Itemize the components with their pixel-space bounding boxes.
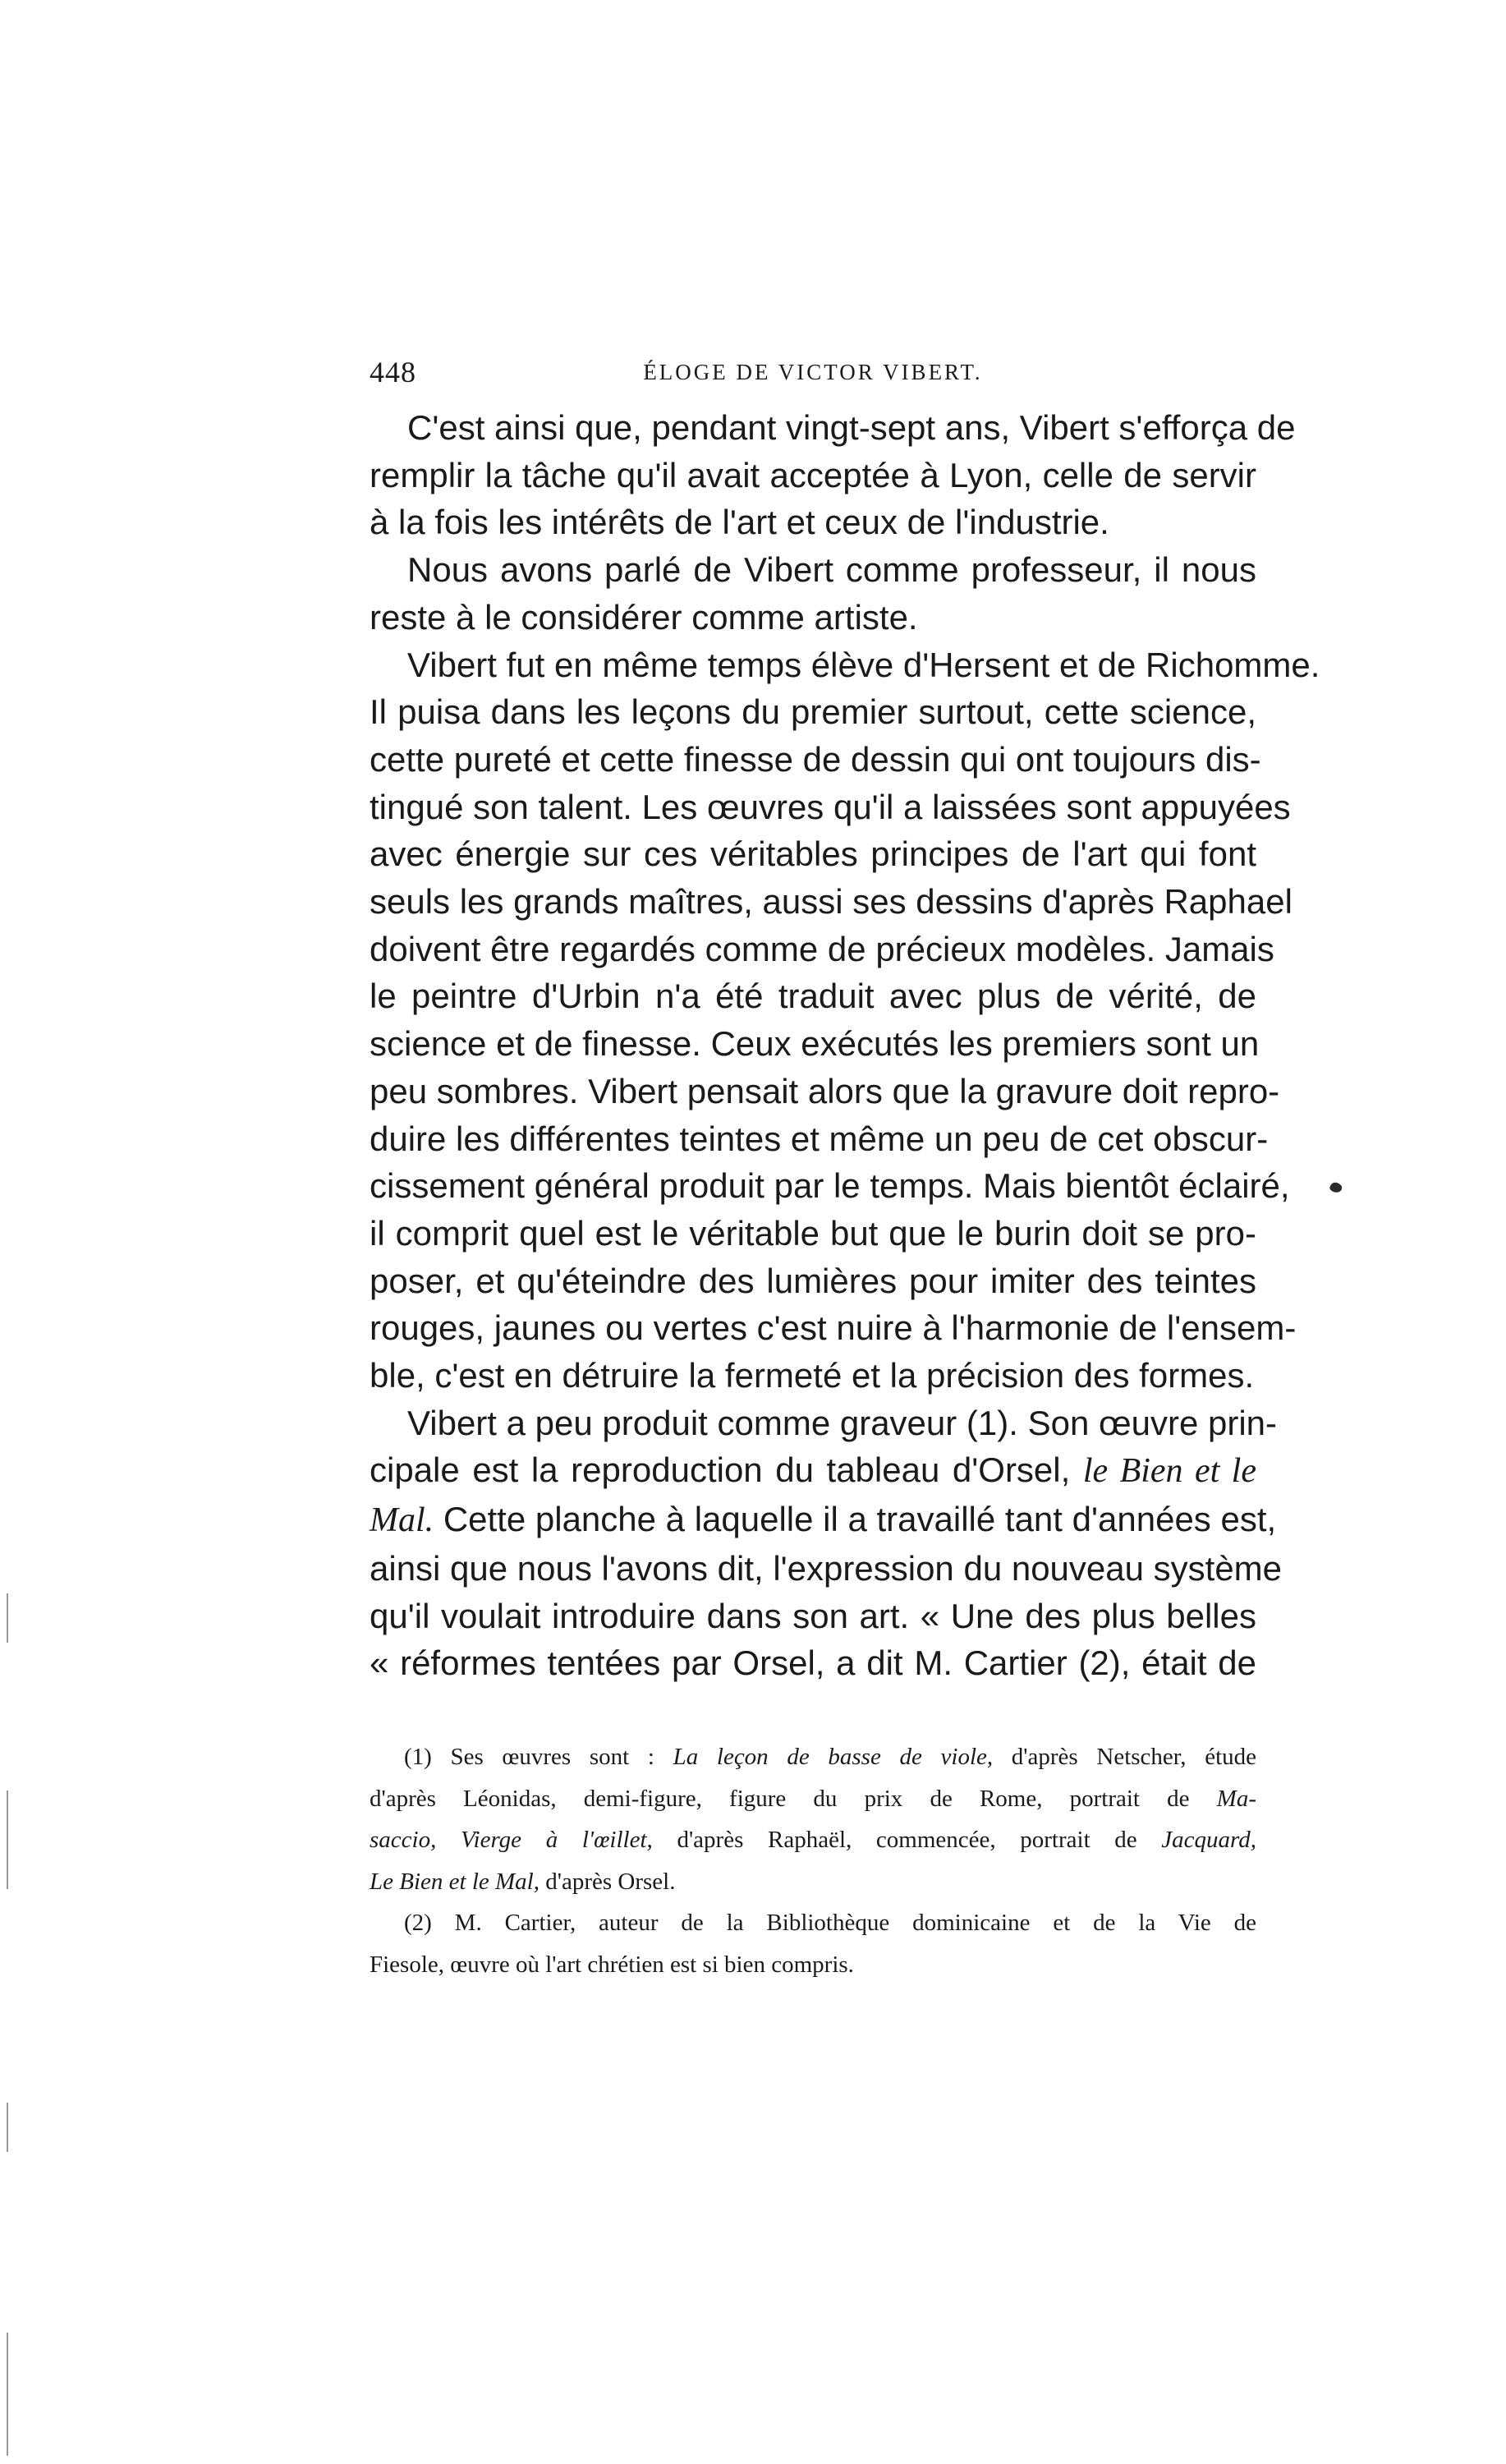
artwork-title: le Bien et le bbox=[1082, 1452, 1256, 1491]
text-line: Vibert fut en même temps élève d'Hersent et de Richomme. bbox=[407, 645, 1320, 684]
footnote-line bbox=[370, 1778, 1256, 1820]
footnote-line bbox=[370, 1819, 1256, 1861]
text-line: le peintre d'Urbin n'a été traduit avec plus de vérité, de bbox=[370, 977, 1256, 1016]
text-line: doivent être regardés comme de précieux modèles. Jamais bbox=[370, 929, 1274, 968]
text-line: ainsi que nous l'avons dit, l'expression du nouveau système bbox=[370, 1548, 1283, 1588]
artwork-title: Ma- bbox=[1216, 1785, 1256, 1812]
footnote-1 bbox=[370, 1736, 1256, 1778]
text-line: Il puisa dans les leçons du premier surtout, cette science, bbox=[370, 692, 1256, 732]
text-line: C'est ainsi que, pendant vingt-sept ans, Vibert s'efforça de bbox=[407, 408, 1296, 447]
text-line: seuls les grands maîtres, aussi ses dessins d'après Raphael bbox=[370, 882, 1292, 922]
scan-edge-mark bbox=[7, 2333, 8, 2456]
text-line: poser, et qu'éteindre des lumières pour imiter des teintes bbox=[370, 1261, 1256, 1300]
body-text bbox=[370, 404, 1320, 1687]
footnote-line: Fiesole, œuvre où l'art chrétien est si bien compris. bbox=[370, 1951, 854, 1978]
text-line: qu'il voulait introduire dans son art. « Une des plus belles bbox=[370, 1596, 1256, 1635]
text-line: science et de finesse. Ceux exécutés les premiers sont un bbox=[370, 1024, 1260, 1064]
text-line: avec énergie sur ces véritables principes de l'art qui font bbox=[370, 834, 1256, 874]
text-line: Nous avons parlé de Vibert comme professeur, il nous bbox=[407, 550, 1256, 590]
text-line bbox=[370, 1446, 1256, 1496]
text-run: d'après Netscher, étude bbox=[993, 1744, 1256, 1770]
text-line: à la fois les intérêts de l'art et ceux de l'industrie. bbox=[370, 503, 1109, 542]
text-run: d'après Raphaël, commencée, portrait de bbox=[652, 1827, 1162, 1853]
text-run: (1) Ses œuvres sont : bbox=[404, 1744, 673, 1770]
text-line: peu sombres. Vibert pensait alors que la gravure doit repro- bbox=[370, 1071, 1280, 1110]
text-run: d'après Léonidas, demi-figure, figure du prix de Rome, portrait de bbox=[370, 1785, 1217, 1812]
text-line: « réformes tentées par Orsel, a dit M. Cartier (2), était de bbox=[370, 1643, 1256, 1683]
text-line: Vibert a peu produit comme graveur (1). Son œuvre prin- bbox=[407, 1403, 1278, 1442]
text-run: Cette planche à laquelle il a travaillé tant d'années est, bbox=[434, 1500, 1277, 1539]
scan-edge-mark bbox=[7, 1791, 8, 1889]
footnote-line bbox=[370, 1861, 1256, 1903]
text-line bbox=[370, 1496, 1277, 1545]
text-line: remplir la tâche qu'il avait acceptée à Lyon, celle de servir bbox=[370, 455, 1256, 494]
text-line: il comprit quel est le véritable but que le burin doit se pro- bbox=[370, 1213, 1256, 1253]
page-header bbox=[370, 355, 1256, 396]
text-line: duire les différentes teintes et même un peu de cet obscur- bbox=[370, 1119, 1269, 1158]
page-number: 448 bbox=[370, 356, 416, 388]
text-line: cissement général produit par le temps. Mais bientôt éclairé, bbox=[370, 1166, 1290, 1206]
artwork-title: Le Bien et le Mal, bbox=[370, 1868, 539, 1895]
artwork-title: La leçon de basse de viole, bbox=[673, 1744, 994, 1770]
text-run: cipale est la reproduction du tableau d'Orsel, bbox=[370, 1450, 1083, 1490]
footnotes bbox=[370, 1736, 1256, 1985]
ink-stain bbox=[1329, 1180, 1343, 1194]
artwork-title: Jacquard, bbox=[1161, 1827, 1256, 1853]
artwork-title: saccio, Vierge à l'œillet, bbox=[370, 1827, 653, 1853]
scan-edge-mark bbox=[7, 2103, 8, 2152]
text-line: ble, c'est en détruire la fermeté et la précision des formes. bbox=[370, 1356, 1255, 1395]
text-line: rouges, jaunes ou vertes c'est nuire à l'harmonie de l'ensem- bbox=[370, 1308, 1297, 1348]
running-title: ÉLOGE DE VICTOR VIBERT. bbox=[643, 360, 983, 384]
text-run: d'après Orsel. bbox=[539, 1868, 676, 1895]
scan-edge-mark bbox=[7, 1593, 8, 1643]
footnote-2: (2) M. Cartier, auteur de la Bibliothèque dominicaine et de la Vie de bbox=[404, 1910, 1256, 1936]
artwork-title: Mal. bbox=[370, 1501, 434, 1540]
text-line: cette pureté et cette finesse de dessin qui ont toujours dis- bbox=[370, 739, 1261, 779]
text-line: reste à le considérer comme artiste. bbox=[370, 597, 918, 637]
text-line: tingué son talent. Les œuvres qu'il a laissées sont appuyées bbox=[370, 787, 1291, 826]
